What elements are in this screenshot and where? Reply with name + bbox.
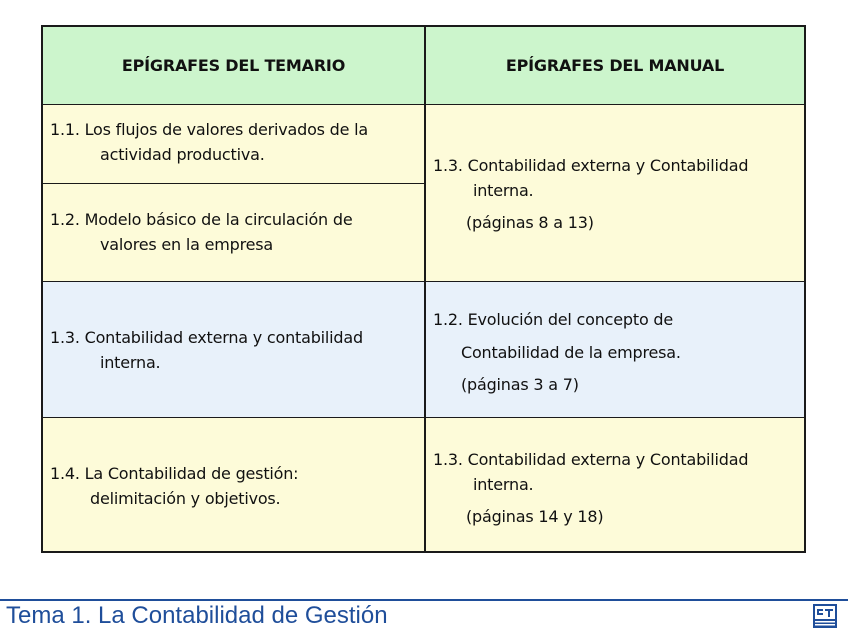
header-manual: EPÍGRAFES DEL MANUAL [426,27,804,104]
temario-cell-1-4 [43,418,424,551]
manual-cell-1 [426,105,804,281]
row-divider [43,183,424,184]
topics-table [41,25,806,553]
row-divider [43,104,804,105]
manual-item-3 [433,447,798,529]
temario-item-continuation: actividad productiva. [100,145,265,164]
temario-item-1-2 [50,207,418,257]
manual-item-text: 1.2. Evolución del concepto de [433,310,674,329]
temario-item-continuation: interna. [100,353,161,372]
temario-item-text: 1.3. Contabilidad externa y contabilidad [50,328,363,347]
manual-item-1 [433,153,798,235]
header-temario: EPÍGRAFES DEL TEMARIO [43,27,424,104]
row-divider [43,281,804,282]
temario-item-continuation: delimitación y objetivos. [90,489,281,508]
column-divider [424,27,426,551]
manual-item-2 [433,307,798,397]
temario-item-text: 1.4. La Contabilidad de gestión: [50,464,299,483]
manual-item-continuation: Contabilidad de la empresa. [461,343,681,362]
temario-cell-1-1 [43,105,424,183]
manual-item-continuation: interna. [473,475,534,494]
institution-logo-icon [812,603,838,629]
manual-item-continuation: interna. [473,181,534,200]
manual-item-pages: (páginas 3 a 7) [461,375,579,394]
temario-cell-1-3 [43,282,424,417]
manual-cell-2 [426,282,804,417]
manual-item-text: 1.3. Contabilidad externa y Contabilidad [433,450,749,469]
temario-item-continuation: valores en la empresa [100,235,274,254]
manual-cell-3 [426,418,804,551]
temario-item-1-3 [50,325,418,375]
footer-title: Tema 1. La Contabilidad de Gestión [6,602,388,629]
manual-item-pages: (páginas 14 y 18) [466,507,604,526]
row-divider [43,417,804,418]
manual-item-text: 1.3. Contabilidad externa y Contabilidad [433,156,749,175]
temario-item-text: 1.1. Los flujos de valores derivados de la [50,120,369,139]
temario-item-text: 1.2. Modelo básico de la circulación de [50,210,353,229]
temario-item-1-1 [50,117,418,167]
manual-item-pages: (páginas 8 a 13) [466,213,594,232]
temario-item-1-4 [50,461,418,511]
temario-cell-1-2 [43,184,424,281]
